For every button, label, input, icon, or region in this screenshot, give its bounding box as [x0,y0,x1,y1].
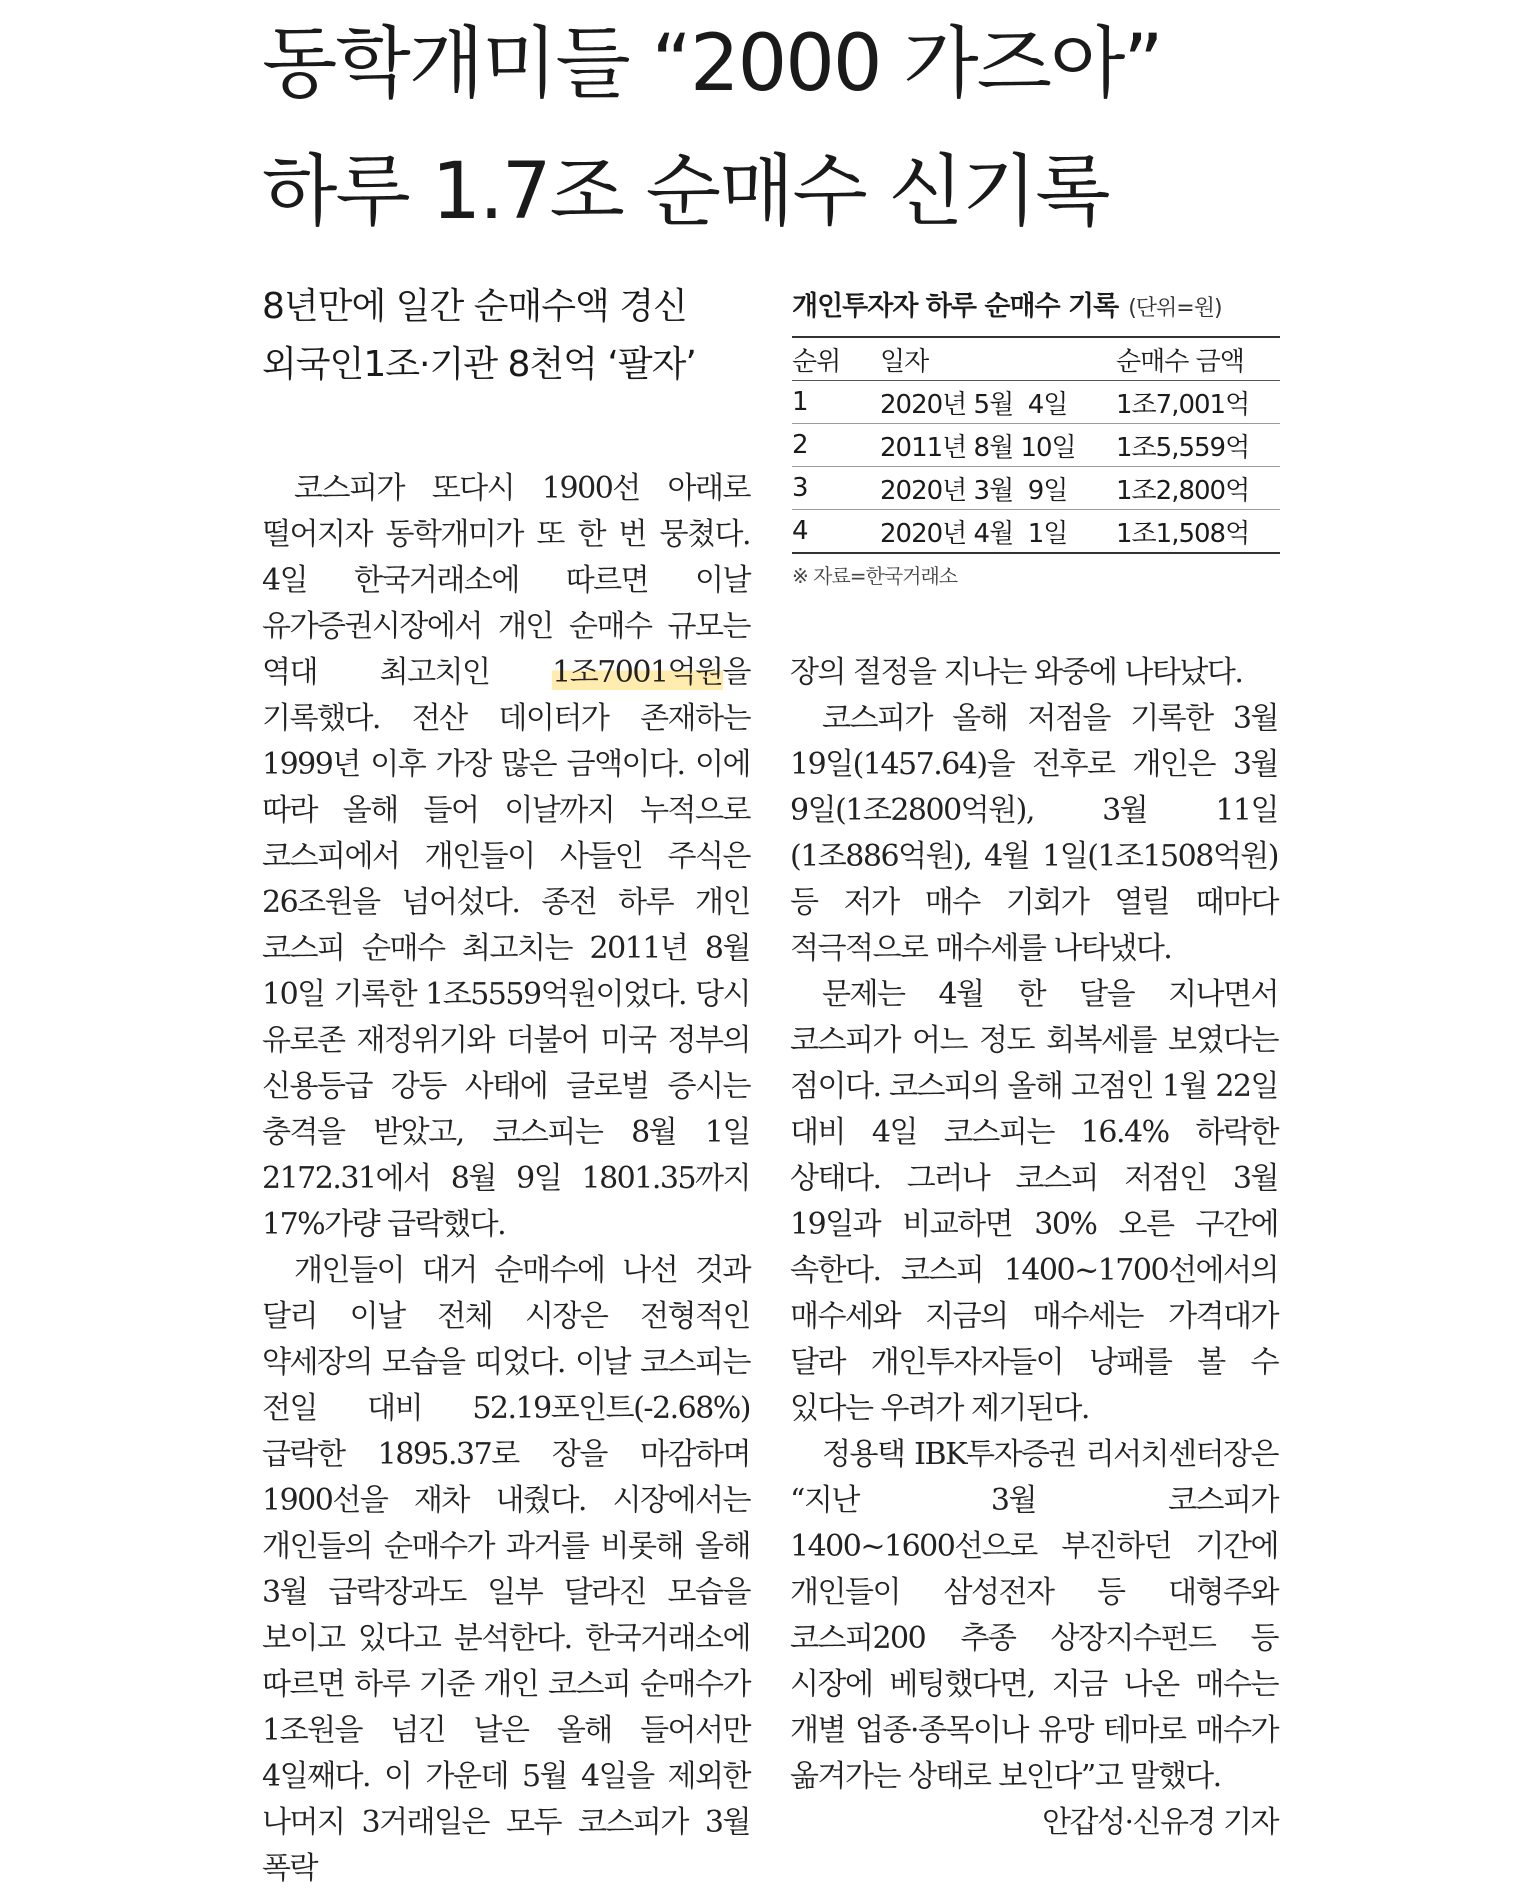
headline [262,0,1362,256]
table-row [792,381,1280,424]
article-column-1 [262,466,750,1892]
cell-date: 2020년 4월 1일 [880,518,1068,549]
paragraph-5 [790,1432,1278,1840]
cell-amount: 1조1,508억 [1116,518,1250,549]
header-rank: 순위 [792,346,841,377]
paragraph-1 [262,466,750,1248]
paragraph-3: 코스피가 올해 저점을 기록한 3월 19일(1457.64)을 전후로 개인은 3월 9일(1조2800억원), 3월 11일(1조886억원), 4월 1일(1조1508억원) 등 저가 매수 기회가 열릴 때마다 적극적으로 매수세를 나타냈다. [790,701,1278,966]
article-column-2 [790,650,1278,1846]
subheadlines [262,278,782,394]
table-header-row [792,337,1280,381]
subheadline-line-1: 8년만에 일간 순매수액 경신 [262,286,687,327]
subheadline-line-2: 외국인1조·기관 8천억 ‘팔자’ [262,344,696,385]
table-title-text: 개인투자자 하루 순매수 기록 [792,291,1119,322]
cell-date: 2020년 5월 4일 [880,389,1068,420]
record-table-box [792,284,1280,589]
cell-date: 2020년 3월 9일 [880,475,1068,506]
table-row [792,467,1280,510]
cell-rank: 1 [792,387,808,417]
table-source: ※ 자료=한국거래소 [792,564,958,588]
paragraph-1-text-end: 을 기록했다. 전산 데이터가 존재하는 1999년 이후 가장 많은 금액이다. 이에 따라 올해 들어 이날까지 누적으로 코스피에서 개인들이 사들인 주식은 26조원을 넘어섰다. 종전 하루 개인 코스피 순매수 최고치는 2011년 8월 10일 기록한 1조5559억원이었다. 당시 유로존 재정위기와 더불어 미국 정부의 신용등급 강등 사태에 글로벌 증시는 충격을 받았고, 코스피는 8월 1일 2172.31에서 8월 9일 1801.35까지 17%가량 급락했다. [262,655,750,1242]
cell-amount: 1조2,800억 [1116,475,1250,506]
paragraph-4: 문제는 4월 한 달을 지나면서 코스피가 어느 정도 회복세를 보였다는 점이다. 코스피의 올해 고점인 1월 22일 대비 4일 코스피는 16.4% 하락한 상태다. 그러나 코스피 저점인 3월 19일과 비교하면 30% 오른 구간에 속한다. 코스피 1400~1700선에서의 매수세와 지금의 매수세는 가격대가 달라 개인투자자들이 낭패를 볼 수 있다는 우려가 제기된다. [790,977,1278,1426]
headline-line-1: 동학개미들 “2000 가즈아” [262,19,1162,109]
table-unit: (단위=원) [1128,296,1222,321]
cell-rank: 2 [792,430,808,460]
table-row [792,424,1280,467]
cell-amount: 1조7,001억 [1116,389,1250,420]
paragraph-5-text: 정용택 IBK투자증권 리서치센터장은 “지난 3월 코스피가 1400~1600선으로 부진하던 기간에 개인들이 삼성전자 등 대형주와 코스피200 추종 상장지수펀드 등 시장에 베팅했다면, 지금 나온 매수는 개별 업종·종목이나 유망 테마로 매수가 옮겨가는 상태로 보인다”고 말했다. [790,1437,1278,1794]
paragraph-2: 개인들이 대거 순매수에 나선 것과 달리 이날 전체 시장은 전형적인 약세장의 모습을 띠었다. 이날 코스피는 전일 대비 52.19포인트(-2.68%) 급락한 1895.37로 장을 마감하며 1900선을 재차 내줬다. 시장에서는 개인들의 순매수가 과거를 비롯해 올해 3월 급락장과도 일부 달라진 모습을 보이고 있다고 분석한다. 한국거래소에 따르면 하루 기준 개인 코스피 순매수가 1조원을 넘긴 날은 올해 들어서만 4일째다. 이 가운데 5월 4일을 제외한 나머지 3거래일은 모두 코스피가 3월 폭락 [262,1253,750,1886]
cell-date: 2011년 8월 10일 [880,432,1076,463]
table-row [792,510,1280,554]
table-title [792,284,1280,332]
paragraph-2-continued: 장의 절정을 지나는 와중에 나타났다. [790,655,1243,690]
paragraph-1-text: 코스피가 또다시 1900선 아래로 떨어지자 동학개미가 또 한 번 뭉쳤다. 4일 한국거래소에 따르면 이날 유가증권시장에서 개인 순매수 규모는 역대 최고치인 [262,471,750,690]
cell-amount: 1조5,559억 [1116,432,1250,463]
headline-line-2: 하루 1.7조 순매수 신기록 [262,147,1109,237]
highlighted-amount: 1조7001억원 [552,655,723,690]
cell-rank: 4 [792,516,808,546]
header-date: 일자 [880,346,929,377]
header-amount: 순매수 금액 [1116,346,1244,377]
record-table [792,336,1280,554]
cell-rank: 3 [792,473,808,503]
byline: 안갑성·신유경 기자 [1042,1805,1278,1840]
